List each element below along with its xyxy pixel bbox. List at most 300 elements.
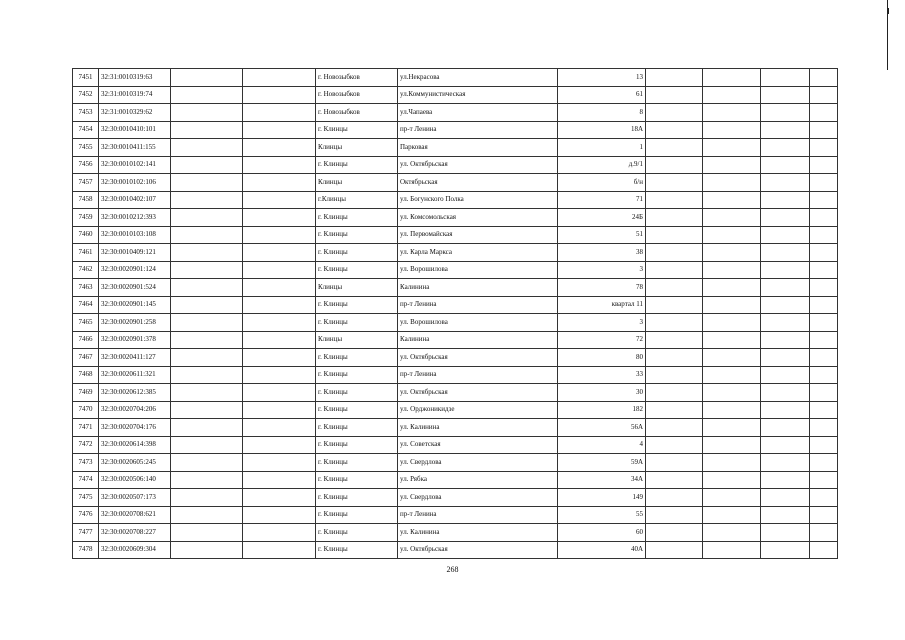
cell-empty <box>703 261 761 279</box>
cell-record-number: 7469 <box>73 384 99 402</box>
table-row <box>73 156 838 174</box>
table-row <box>73 419 838 437</box>
cell-empty <box>703 401 761 419</box>
cell-empty <box>243 86 316 104</box>
cell-empty <box>761 366 810 384</box>
cell-empty <box>243 471 316 489</box>
cell-empty <box>243 524 316 542</box>
cell-street: ул. Карла Маркса <box>398 244 558 262</box>
cell-house-number: 38 <box>558 244 646 262</box>
cell-empty <box>761 331 810 349</box>
cell-empty <box>646 524 703 542</box>
cell-house-number: 34А <box>558 471 646 489</box>
cell-street: ул. Ворошилова <box>398 314 558 332</box>
table-row <box>73 174 838 192</box>
cell-empty <box>761 349 810 367</box>
cell-empty <box>243 366 316 384</box>
cell-street: пр-т Ленина <box>398 121 558 139</box>
table-row <box>73 209 838 227</box>
cell-empty <box>810 419 838 437</box>
cell-house-number: 1 <box>558 139 646 157</box>
cell-empty <box>243 156 316 174</box>
cell-cadastral-number: 32:30:0020901:124 <box>99 261 171 279</box>
cell-empty <box>646 349 703 367</box>
cell-empty <box>171 226 243 244</box>
cell-record-number: 7476 <box>73 506 99 524</box>
cell-empty <box>761 419 810 437</box>
page-number: 268 <box>446 565 459 574</box>
cell-house-number: 61 <box>558 86 646 104</box>
cell-cadastral-number: 32:30:0020704:176 <box>99 419 171 437</box>
cell-empty <box>761 191 810 209</box>
cell-record-number: 7474 <box>73 471 99 489</box>
cell-record-number: 7471 <box>73 419 99 437</box>
cell-empty <box>243 401 316 419</box>
cell-empty <box>646 401 703 419</box>
cell-empty <box>646 139 703 157</box>
cell-empty <box>810 331 838 349</box>
cell-record-number: 7463 <box>73 279 99 297</box>
cell-house-number: 51 <box>558 226 646 244</box>
cell-empty <box>646 156 703 174</box>
cell-empty <box>171 261 243 279</box>
cell-empty <box>761 401 810 419</box>
cell-empty <box>646 226 703 244</box>
cell-empty <box>703 244 761 262</box>
cell-record-number: 7459 <box>73 209 99 227</box>
cell-empty <box>171 384 243 402</box>
cell-locality: г. Клинцы <box>316 454 398 472</box>
cell-cadastral-number: 32:30:0020901:258 <box>99 314 171 332</box>
cell-empty <box>646 489 703 507</box>
cell-locality: г. Клинцы <box>316 244 398 262</box>
cell-cadastral-number: 32:30:0020708:621 <box>99 506 171 524</box>
cell-empty <box>171 454 243 472</box>
cell-street: ул. Октябрьская <box>398 156 558 174</box>
cell-empty <box>810 156 838 174</box>
cell-empty <box>761 69 810 87</box>
cell-house-number: 56А <box>558 419 646 437</box>
cell-house-number: 80 <box>558 349 646 367</box>
cell-house-number: 71 <box>558 191 646 209</box>
cell-empty <box>703 524 761 542</box>
cell-empty <box>646 209 703 227</box>
cell-empty <box>646 436 703 454</box>
cell-empty <box>810 121 838 139</box>
cell-locality: г. Клинцы <box>316 436 398 454</box>
cell-locality: г. Клинцы <box>316 506 398 524</box>
cell-empty <box>243 331 316 349</box>
cell-street: ул. Комсомольская <box>398 209 558 227</box>
cell-empty <box>646 191 703 209</box>
cell-empty <box>646 69 703 87</box>
cell-empty <box>761 209 810 227</box>
table-row <box>73 349 838 367</box>
cell-empty <box>171 139 243 157</box>
cell-empty <box>646 244 703 262</box>
cell-house-number: д.9/1 <box>558 156 646 174</box>
cell-empty <box>810 261 838 279</box>
cell-empty <box>761 524 810 542</box>
cell-empty <box>703 331 761 349</box>
cell-empty <box>171 401 243 419</box>
cell-empty <box>243 69 316 87</box>
cell-street: ул.Коммунистическая <box>398 86 558 104</box>
cell-cadastral-number: 32:31:0010329:62 <box>99 104 171 122</box>
cell-empty <box>761 86 810 104</box>
cell-empty <box>646 314 703 332</box>
cell-empty <box>171 419 243 437</box>
cell-record-number: 7451 <box>73 69 99 87</box>
cell-record-number: 7462 <box>73 261 99 279</box>
cell-cadastral-number: 32:30:0010402:107 <box>99 191 171 209</box>
cell-cadastral-number: 32:30:0010102:106 <box>99 174 171 192</box>
cell-cadastral-number: 32:30:0020901:524 <box>99 279 171 297</box>
cell-empty <box>703 104 761 122</box>
cell-street: Калинина <box>398 331 558 349</box>
cell-record-number: 7457 <box>73 174 99 192</box>
cell-empty <box>761 454 810 472</box>
cell-empty <box>171 296 243 314</box>
cell-empty <box>703 279 761 297</box>
cell-locality: г.Клинцы <box>316 191 398 209</box>
cell-empty <box>243 279 316 297</box>
cell-empty <box>810 384 838 402</box>
cell-locality: Клинцы <box>316 139 398 157</box>
cell-locality: г. Клинцы <box>316 261 398 279</box>
cell-empty <box>243 226 316 244</box>
cell-empty <box>646 366 703 384</box>
cell-street: ул. Свердлова <box>398 454 558 472</box>
cell-record-number: 7477 <box>73 524 99 542</box>
cell-empty <box>703 541 761 559</box>
cell-street: пр-т Ленина <box>398 366 558 384</box>
cell-locality: г. Новозыбков <box>316 86 398 104</box>
cell-cadastral-number: 32:30:0020901:145 <box>99 296 171 314</box>
table-row <box>73 489 838 507</box>
cell-locality: г. Клинцы <box>316 314 398 332</box>
cell-street: ул. Богунского Полка <box>398 191 558 209</box>
cell-empty <box>171 69 243 87</box>
cell-record-number: 7458 <box>73 191 99 209</box>
cell-record-number: 7461 <box>73 244 99 262</box>
cell-house-number: 18А <box>558 121 646 139</box>
cell-cadastral-number: 32:30:0010409:121 <box>99 244 171 262</box>
table-row <box>73 86 838 104</box>
cell-record-number: 7452 <box>73 86 99 104</box>
cell-empty <box>703 471 761 489</box>
cell-street: пр-т Ленина <box>398 506 558 524</box>
cell-empty <box>761 506 810 524</box>
cell-house-number: 72 <box>558 331 646 349</box>
cell-empty <box>646 454 703 472</box>
cell-house-number: 59А <box>558 454 646 472</box>
cell-empty <box>243 296 316 314</box>
cell-locality: г. Клинцы <box>316 296 398 314</box>
cell-cadastral-number: 32:30:0020614:398 <box>99 436 171 454</box>
cell-record-number: 7468 <box>73 366 99 384</box>
cell-empty <box>243 104 316 122</box>
cell-locality: г. Клинцы <box>316 209 398 227</box>
cell-locality: г. Клинцы <box>316 156 398 174</box>
cell-empty <box>761 121 810 139</box>
cell-empty <box>646 174 703 192</box>
cell-record-number: 7455 <box>73 139 99 157</box>
cell-locality: г. Клинцы <box>316 401 398 419</box>
cell-record-number: 7465 <box>73 314 99 332</box>
cell-cadastral-number: 32:31:0010319:74 <box>99 86 171 104</box>
table-row <box>73 436 838 454</box>
cell-empty <box>761 261 810 279</box>
cell-empty <box>703 174 761 192</box>
cell-empty <box>703 139 761 157</box>
table-row <box>73 366 838 384</box>
cell-empty <box>703 366 761 384</box>
cell-street: Калинина <box>398 279 558 297</box>
cell-locality: г. Клинцы <box>316 541 398 559</box>
cell-locality: г. Новозыбков <box>316 104 398 122</box>
cell-street: ул. Ворошилова <box>398 261 558 279</box>
table-row <box>73 69 838 87</box>
cell-street: ул. Октябрьская <box>398 541 558 559</box>
cell-empty <box>703 296 761 314</box>
cell-locality: Клинцы <box>316 279 398 297</box>
cell-empty <box>243 349 316 367</box>
cell-empty <box>810 524 838 542</box>
cell-cadastral-number: 32:30:0010411:155 <box>99 139 171 157</box>
cell-empty <box>646 121 703 139</box>
cell-empty <box>703 349 761 367</box>
table-row <box>73 331 838 349</box>
cell-cadastral-number: 32:30:0010410:101 <box>99 121 171 139</box>
table-row <box>73 191 838 209</box>
cell-empty <box>171 121 243 139</box>
cell-record-number: 7470 <box>73 401 99 419</box>
cell-empty <box>646 261 703 279</box>
cell-empty <box>703 86 761 104</box>
cell-empty <box>761 296 810 314</box>
cell-record-number: 7467 <box>73 349 99 367</box>
table-row <box>73 226 838 244</box>
cell-empty <box>761 384 810 402</box>
cell-house-number: 24Б <box>558 209 646 227</box>
cell-empty <box>171 191 243 209</box>
cell-empty <box>646 279 703 297</box>
cell-record-number: 7472 <box>73 436 99 454</box>
cell-street: ул. Калинина <box>398 419 558 437</box>
cell-street: ул. Октябрьская <box>398 349 558 367</box>
table-row <box>73 401 838 419</box>
table-row <box>73 314 838 332</box>
cell-record-number: 7464 <box>73 296 99 314</box>
cell-empty <box>810 366 838 384</box>
table-row <box>73 139 838 157</box>
cell-empty <box>761 139 810 157</box>
cell-house-number: 149 <box>558 489 646 507</box>
cell-empty <box>810 226 838 244</box>
cell-cadastral-number: 32:30:0020704:206 <box>99 401 171 419</box>
cell-empty <box>703 489 761 507</box>
cell-empty <box>703 314 761 332</box>
cell-record-number: 7454 <box>73 121 99 139</box>
cell-locality: г. Клинцы <box>316 419 398 437</box>
cell-cadastral-number: 32:30:0020411:127 <box>99 349 171 367</box>
cell-empty <box>243 209 316 227</box>
cell-empty <box>646 331 703 349</box>
cell-empty <box>810 279 838 297</box>
cell-empty <box>703 454 761 472</box>
cell-empty <box>171 314 243 332</box>
cell-empty <box>703 419 761 437</box>
cell-record-number: 7473 <box>73 454 99 472</box>
cell-empty <box>703 69 761 87</box>
cell-empty <box>810 489 838 507</box>
table-row <box>73 524 838 542</box>
cell-empty <box>171 541 243 559</box>
cell-empty <box>761 244 810 262</box>
cell-locality: г. Клинцы <box>316 384 398 402</box>
cell-house-number: 4 <box>558 436 646 454</box>
cell-empty <box>761 104 810 122</box>
cell-empty <box>243 489 316 507</box>
cell-record-number: 7466 <box>73 331 99 349</box>
cell-empty <box>810 104 838 122</box>
cell-empty <box>243 261 316 279</box>
cell-empty <box>646 104 703 122</box>
cell-empty <box>171 86 243 104</box>
cell-empty <box>810 209 838 227</box>
cell-empty <box>810 314 838 332</box>
cell-empty <box>761 471 810 489</box>
cell-street: ул. Свердлова <box>398 489 558 507</box>
cell-house-number: 40А <box>558 541 646 559</box>
cell-cadastral-number: 32:30:0010103:108 <box>99 226 171 244</box>
cell-empty <box>171 244 243 262</box>
cell-empty <box>761 174 810 192</box>
cell-empty <box>810 471 838 489</box>
cell-empty <box>171 174 243 192</box>
table-row <box>73 384 838 402</box>
cell-empty <box>810 191 838 209</box>
cell-empty <box>171 436 243 454</box>
cell-empty <box>171 279 243 297</box>
cell-street: ул. Калинина <box>398 524 558 542</box>
cell-street: ул. Советская <box>398 436 558 454</box>
table-row <box>73 471 838 489</box>
cell-house-number: 60 <box>558 524 646 542</box>
cell-house-number: 182 <box>558 401 646 419</box>
table-row <box>73 261 838 279</box>
cell-cadastral-number: 32:30:0010102:141 <box>99 156 171 174</box>
cell-cadastral-number: 32:31:0010319:63 <box>99 69 171 87</box>
cell-cadastral-number: 32:30:0020708:227 <box>99 524 171 542</box>
cell-locality: г. Клинцы <box>316 121 398 139</box>
cell-record-number: 7478 <box>73 541 99 559</box>
cell-empty <box>703 156 761 174</box>
table-row <box>73 541 838 559</box>
cell-empty <box>761 279 810 297</box>
cell-empty <box>171 489 243 507</box>
cell-house-number: 55 <box>558 506 646 524</box>
cell-empty <box>703 436 761 454</box>
cell-empty <box>646 419 703 437</box>
cell-empty <box>810 401 838 419</box>
cell-record-number: 7453 <box>73 104 99 122</box>
cell-empty <box>243 174 316 192</box>
cell-empty <box>243 454 316 472</box>
table-row <box>73 506 838 524</box>
cell-street: Парковая <box>398 139 558 157</box>
cell-house-number: 3 <box>558 314 646 332</box>
registry-table <box>72 68 838 559</box>
cell-locality: г. Клинцы <box>316 524 398 542</box>
cell-street: ул.Чапаева <box>398 104 558 122</box>
cell-empty <box>171 156 243 174</box>
cell-empty <box>243 139 316 157</box>
cell-empty <box>810 86 838 104</box>
cell-house-number: 13 <box>558 69 646 87</box>
cell-house-number: б/н <box>558 174 646 192</box>
cell-record-number: 7475 <box>73 489 99 507</box>
cell-empty <box>703 121 761 139</box>
cell-house-number: 33 <box>558 366 646 384</box>
cell-empty <box>761 226 810 244</box>
cell-empty <box>243 244 316 262</box>
cell-empty <box>810 69 838 87</box>
cell-empty <box>810 349 838 367</box>
cell-street: ул. Первомайская <box>398 226 558 244</box>
cell-empty <box>646 471 703 489</box>
cell-empty <box>243 191 316 209</box>
cell-empty <box>646 296 703 314</box>
cell-empty <box>810 174 838 192</box>
cell-empty <box>243 541 316 559</box>
cell-empty <box>703 384 761 402</box>
cell-empty <box>761 436 810 454</box>
cell-cadastral-number: 32:30:0020611:321 <box>99 366 171 384</box>
cell-empty <box>243 419 316 437</box>
cell-cadastral-number: 32:30:0010212:393 <box>99 209 171 227</box>
cell-record-number: 7456 <box>73 156 99 174</box>
cell-cadastral-number: 32:30:0020507:173 <box>99 489 171 507</box>
cell-street: ул. Рябка <box>398 471 558 489</box>
cell-empty <box>243 121 316 139</box>
cell-empty <box>243 506 316 524</box>
table-row <box>73 104 838 122</box>
cell-street: ул. Орджоникидзе <box>398 401 558 419</box>
cell-empty <box>646 506 703 524</box>
cell-locality: г. Клинцы <box>316 226 398 244</box>
cell-house-number: 78 <box>558 279 646 297</box>
cell-empty <box>171 331 243 349</box>
cell-empty <box>703 191 761 209</box>
table-row <box>73 121 838 139</box>
cell-empty <box>810 541 838 559</box>
cell-empty <box>646 384 703 402</box>
cell-empty <box>703 209 761 227</box>
cell-empty <box>243 314 316 332</box>
cell-street: ул.Некрасова <box>398 69 558 87</box>
cell-empty <box>761 541 810 559</box>
cell-empty <box>761 156 810 174</box>
cell-house-number: квартал 11 <box>558 296 646 314</box>
cell-empty <box>646 541 703 559</box>
cell-locality: г. Клинцы <box>316 471 398 489</box>
cell-empty <box>761 489 810 507</box>
cell-house-number: 3 <box>558 261 646 279</box>
cell-empty <box>646 86 703 104</box>
table-row <box>73 244 838 262</box>
